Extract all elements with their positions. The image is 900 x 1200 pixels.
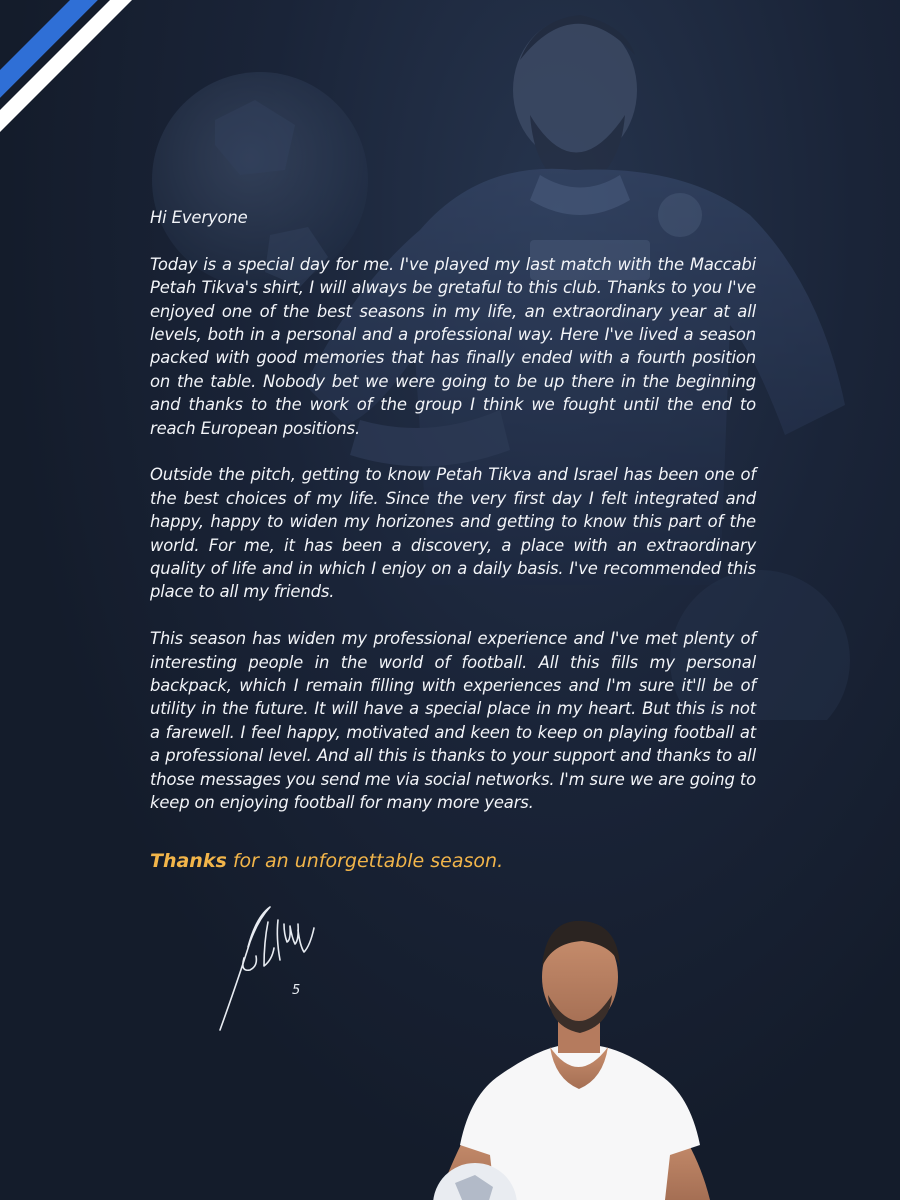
corner-stripes [0,0,140,140]
signature-number: 5 [292,983,301,998]
closing-line [150,850,503,872]
letter-paragraph: This season has widen my professional experience and I've met plenty of interesting people in the world of football. All this fills my personal backpack, which I remain filling with experiences and I'm sure it'll be of utility in the future. It will have a special place in my heart. But this is not a farewell. I feel happy, motivated and keen to keep on playing football at a professional level. And all this is thanks to your support and thanks to all those messages you send me via social networks. I'm sure we are going to keep on enjoying football for many more years. [150,629,756,813]
letter-paragraph: Today is a special day for me. I've played my last match with the Maccabi Petah Tikva's shirt, I will always be gretaful to this club. Thanks to you I've enjoyed one of the best seasons in my life, an extraordinary year at all levels, both in a personal and a professional way. Here I've lived a season packed with good memories that has finally ended with a fourth position on the table. Nobody bet we were going to be up there in the beginning and thanks to the work of the group I think we fought until the end to reach European positions. [150,254,756,438]
signature [208,900,348,1040]
letter-body [150,206,756,838]
letter-paragraph: Outside the pitch, getting to know Petah Tikva and Israel has been one of the best choices of my life. Since the very first day I felt integrated and happy, happy to widen my horizones and getting to know this part of the world. For me, it has been a discovery, a place with an extraordinary quality of life and in which I enjoy on a daily basis. I've recommended this place to all my friends. [150,465,756,602]
closing-rest: for an unforgettable season. [226,850,504,872]
closing-bold: Thanks [150,850,227,872]
letter-greeting: Hi Everyone [150,208,248,227]
player-photo [430,915,730,1200]
